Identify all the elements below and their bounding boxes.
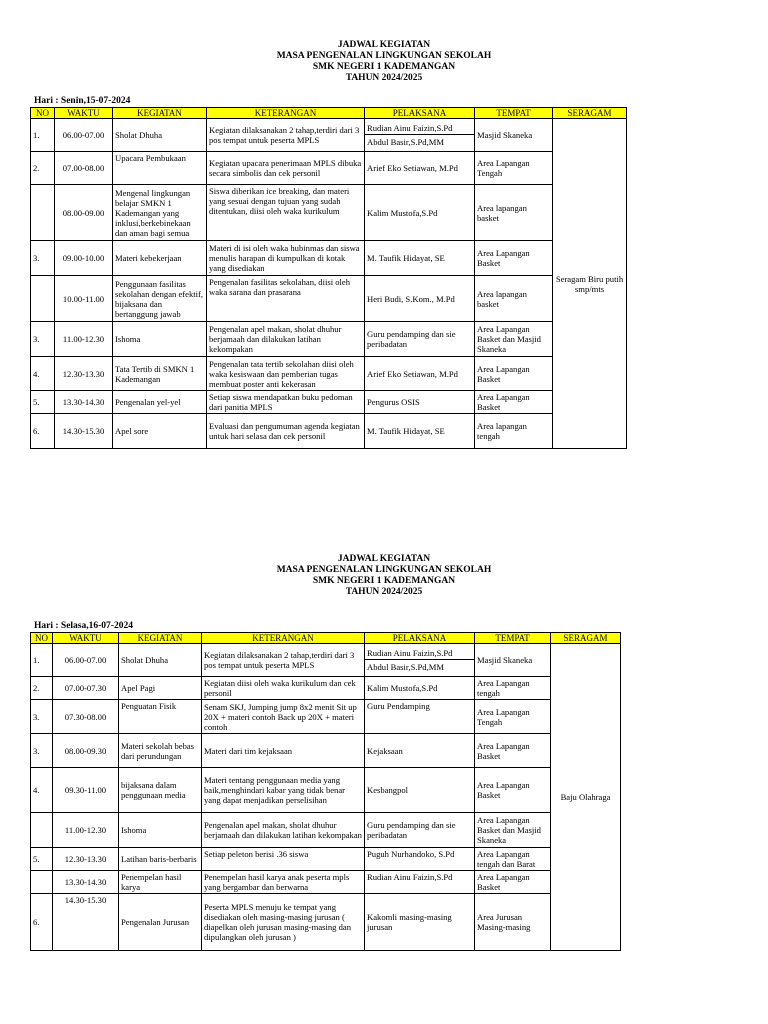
row-waktu: 11.00-12.30 xyxy=(55,322,113,357)
title-line-3: SMK NEGERI 1 KADEMANGAN xyxy=(312,62,456,72)
row-kegiatan: Apel sore xyxy=(113,414,207,449)
row-tempat: Area Lapangan Tengah xyxy=(475,152,553,185)
row-kegiatan: Pengenalan Jurusan xyxy=(119,894,202,951)
row-tempat: Area Lapangan Basket dan Masjid Skaneka xyxy=(475,813,551,848)
row-pelaksana: Guru Pendamping xyxy=(365,700,475,734)
col-header-no: NO xyxy=(31,633,53,644)
day-label-2: Hari : Selasa,16-07-2024 xyxy=(34,621,133,631)
row-keterangan: Pengenalan apel makan, sholat dhuhur berjamaah dan dilakukan latihan kekompakan xyxy=(202,813,365,848)
row-tempat: Area Lapangan Basket xyxy=(475,391,553,414)
row-waktu: 12.30-13.30 xyxy=(53,848,119,871)
row-kegiatan: Materi sekolah bebas dari perundungan xyxy=(119,734,202,768)
row-waktu: 08.00-09.30 xyxy=(53,734,119,768)
row-waktu: 11.00-12.30 xyxy=(53,813,119,848)
row-keterangan: Kegiatan diisi oleh waka kurikulum dan cek personil xyxy=(202,677,365,700)
row-keterangan: Pengenalan fasilitas sekolahan, diisi oleh waka sarana dan prasarana xyxy=(207,276,365,322)
row-pelaksana: Kalim Mustofa,S.Pd xyxy=(365,185,475,241)
pelaksana-entry: Abdul Basir,S.Pd,MM xyxy=(365,659,474,672)
row-waktu: 14.30-15.30 xyxy=(55,414,113,449)
row-no: 5. xyxy=(31,848,53,871)
col-header-keterangan: KETERANGAN xyxy=(202,633,365,644)
row-kegiatan: Materi kebekerjaan xyxy=(113,241,207,276)
row-tempat: Area Lapangan tengah xyxy=(475,677,551,700)
row-no xyxy=(31,276,55,322)
row-keterangan: Materi dari tim kejaksaan xyxy=(202,734,365,768)
row-pelaksana: Guru pendamping dan sie peribadatan xyxy=(365,322,475,357)
col-header-tempat: TEMPAT xyxy=(475,108,553,119)
row-pelaksana: Guru pendamping dan sie peribadatan xyxy=(365,813,475,848)
row-keterangan: Senam SKJ, Jumping jump 8x2 menit Sit up 20X + materi contoh Back up 20X + materi contoh xyxy=(202,700,365,734)
row-keterangan: Kegiatan dilaksanakan 2 tahap,terdiri dari 3 pos tempat untuk peserta MPLS xyxy=(202,644,365,677)
pelaksana-entry: Abdul Basir,S.Pd,MM xyxy=(365,134,474,147)
row-pelaksana: Kalim Mustofa,S.Pd xyxy=(365,677,475,700)
row-pelaksana xyxy=(365,119,475,152)
row-no: 3. xyxy=(31,322,55,357)
row-no: 2. xyxy=(31,677,53,700)
pelaksana-entry: Rudian Ainu Faizin,S.Pd xyxy=(367,648,453,658)
row-pelaksana: Puguh Nurhandoko, S.Pd xyxy=(365,848,475,871)
row-waktu: 09.30-11.00 xyxy=(53,768,119,813)
row-keterangan: Materi tentang penggunaan media yang baik,menghindari kabar yang tidak benar yang dapat menjadikan perselisihan xyxy=(202,768,365,813)
row-tempat: Area Lapangan Basket xyxy=(475,768,551,813)
row-tempat: Area Lapangan Tengah xyxy=(475,700,551,734)
col-header-keterangan: KETERANGAN xyxy=(207,108,365,119)
row-waktu: 07.30-08.00 xyxy=(53,700,119,734)
row-pelaksana: M. Taufik Hidayat, SE xyxy=(365,414,475,449)
row-keterangan: Materi di isi oleh waka hubinmas dan siswa menulis harapan di kumpulkan di kotak yang disediakan xyxy=(207,241,365,276)
title-line-4: TAHUN 2024/2025 xyxy=(345,587,423,597)
row-keterangan: Penempelan hasil karya anak peserta mpls yang bergambar dan berwarna xyxy=(202,871,365,894)
table-header-row xyxy=(31,633,621,644)
row-no: 6. xyxy=(31,894,53,951)
col-header-tempat: TEMPAT xyxy=(475,633,551,644)
row-keterangan: Peserta MPLS menuju ke tempat yang disediakan oleh masing-masing jurusan ( diapelkan oleh jurusan masing-masing dan dipulangkan oleh jurusan ) xyxy=(202,894,365,951)
row-no: 3. xyxy=(31,734,53,768)
table-row xyxy=(31,357,627,391)
title-line-2: MASA PENGENALAN LINGKUNGAN SEKOLAH xyxy=(276,565,492,575)
row-tempat: Area Lapangan Basket dan Masjid Skaneka xyxy=(475,322,553,357)
row-kegiatan: Sholat Dhuha xyxy=(113,119,207,152)
row-keterangan: Evaluasi dan pengumuman agenda kegiatan untuk hari selasa dan cek personil xyxy=(207,414,365,449)
row-no xyxy=(31,871,53,894)
row-pelaksana: M. Taufik Hidayat, SE xyxy=(365,241,475,276)
col-header-waktu: WAKTU xyxy=(55,108,113,119)
row-keterangan: Kegiatan upacara penerimaan MPLS dibuka secara simbolis dan cek personil xyxy=(207,152,365,185)
table-row xyxy=(31,241,627,276)
row-keterangan: Pengenalan tata tertib sekolahan diisi oleh waka kesiswaan dan pemberian tugas membuat poster anti kekerasan xyxy=(207,357,365,391)
row-tempat: Area Lapangan tengah dan Barat xyxy=(475,848,551,871)
row-keterangan: Setiap siswa mendapatkan buku pedoman dari panitia MPLS xyxy=(207,391,365,414)
row-kegiatan: Mengenal lingkungan belajar SMKN 1 Kademangan yang inklusi,berkebinekaan dan aman bagi semua xyxy=(113,185,207,241)
row-waktu: 06.00-07.00 xyxy=(53,644,119,677)
row-no: 3. xyxy=(31,700,53,734)
row-pelaksana: Arief Eko Setiawan, M.Pd xyxy=(365,152,475,185)
table-row xyxy=(31,768,621,813)
row-pelaksana: Arief Eko Setiawan, M.Pd xyxy=(365,357,475,391)
table-row xyxy=(31,871,621,894)
row-pelaksana: Kejaksaan xyxy=(365,734,475,768)
row-pelaksana: Rudian Ainu Faizin,S.Pd xyxy=(365,871,475,894)
table-row xyxy=(31,152,627,185)
row-pelaksana: Pengurus OSIS xyxy=(365,391,475,414)
row-kegiatan: Penguatan Fisik xyxy=(119,700,202,734)
row-waktu: 14.30-15.30 xyxy=(53,894,119,951)
row-kegiatan: Penggunaan fasilitas sekolahan dengan efektif, bijaksana dan bertanggung jawab xyxy=(113,276,207,322)
row-tempat: Area lapangan basket xyxy=(475,185,553,241)
row-keterangan: Kegiatan dilaksanakan 2 tahap,terdiri dari 3 pos tempat untuk peserta MPLS xyxy=(207,119,365,152)
row-pelaksana: Kakomli masing-masing jurusan xyxy=(365,894,475,951)
table-row xyxy=(31,119,627,152)
schedule-table-2 xyxy=(30,632,621,951)
row-tempat: Area lapangan tengah xyxy=(475,414,553,449)
row-kegiatan: Sholat Dhuha xyxy=(119,644,202,677)
row-no xyxy=(31,813,53,848)
row-no: 3. xyxy=(31,241,55,276)
day-label-1: Hari : Senin,15-07-2024 xyxy=(34,96,131,106)
row-kegiatan: Latihan baris-berbaris xyxy=(119,848,202,871)
col-header-seragam: SERAGAM xyxy=(551,633,621,644)
table-row xyxy=(31,700,621,734)
row-tempat: Area Lapangan Basket xyxy=(475,241,553,276)
row-pelaksana xyxy=(365,644,475,677)
row-no: 4. xyxy=(31,768,53,813)
table-row xyxy=(31,894,621,951)
table-row xyxy=(31,848,621,871)
row-no: 4. xyxy=(31,357,55,391)
title-line-3: SMK NEGERI 1 KADEMANGAN xyxy=(312,576,456,586)
row-seragam: Seragam Biru putih smp/mts xyxy=(553,119,627,449)
row-kegiatan: bijaksana dalam penggunaan media xyxy=(119,768,202,813)
col-header-seragam: SERAGAM xyxy=(553,108,627,119)
row-pelaksana: Kesbangpol xyxy=(365,768,475,813)
row-kegiatan: Penempelan hasil karya xyxy=(119,871,202,894)
col-header-pelaksana: PELAKSANA xyxy=(365,108,475,119)
row-no: 1. xyxy=(31,644,53,677)
row-kegiatan: Upacara Pembukaan xyxy=(113,152,207,185)
title-line-4: TAHUN 2024/2025 xyxy=(345,73,423,83)
row-waktu: 10.00-11.00 xyxy=(55,276,113,322)
col-header-waktu: WAKTU xyxy=(53,633,119,644)
row-waktu: 13.30-14.30 xyxy=(55,391,113,414)
col-header-kegiatan: KEGIATAN xyxy=(113,108,207,119)
table-row xyxy=(31,322,627,357)
row-tempat: Area Lapangan Basket xyxy=(475,357,553,391)
row-waktu: 07.00-07.30 xyxy=(53,677,119,700)
schedule-table-1 xyxy=(30,107,627,449)
title-line-1: JADWAL KEGIATAN xyxy=(337,40,431,50)
row-seragam: Baju Olahraga xyxy=(551,644,621,951)
row-no: 5. xyxy=(31,391,55,414)
row-waktu: 08.00-09.00 xyxy=(55,185,113,241)
table-row xyxy=(31,276,627,322)
table-row xyxy=(31,391,627,414)
col-header-kegiatan: KEGIATAN xyxy=(119,633,202,644)
row-tempat: Masjid Skaneka xyxy=(475,644,551,677)
table-header-row xyxy=(31,108,627,119)
row-tempat: Area Jurusan Masing-masing xyxy=(475,894,551,951)
title-line-1: JADWAL KEGIATAN xyxy=(337,554,431,564)
row-kegiatan: Ishoma xyxy=(119,813,202,848)
row-keterangan: Pengenalan apel makan, sholat dhuhur berjamaah dan dilakukan latihan kekompakan xyxy=(207,322,365,357)
col-header-pelaksana: PELAKSANA xyxy=(365,633,475,644)
row-kegiatan: Tata Tertib di SMKN 1 Kademangan xyxy=(113,357,207,391)
row-pelaksana: Heri Budi, S.Kom., M.Pd xyxy=(365,276,475,322)
row-keterangan: Siswa diberikan ice breaking, dan materi yang sesuai dengan tujuan yang sudah ditentukan, diisi oleh waka kurikulum xyxy=(207,185,365,241)
table-row xyxy=(31,734,621,768)
row-tempat: Area Lapangan Basket xyxy=(475,871,551,894)
col-header-no: NO xyxy=(31,108,55,119)
row-no: 6. xyxy=(31,414,55,449)
table-row xyxy=(31,813,621,848)
table-row xyxy=(31,644,621,677)
table-row xyxy=(31,414,627,449)
row-tempat: Area lapangan basket xyxy=(475,276,553,322)
row-waktu: 06.00-07.00 xyxy=(55,119,113,152)
row-kegiatan: Ishoma xyxy=(113,322,207,357)
row-no: 1. xyxy=(31,119,55,152)
row-waktu: 13.30-14.30 xyxy=(53,871,119,894)
pelaksana-entry: Rudian Ainu Faizin,S.Pd xyxy=(367,123,453,133)
table-row xyxy=(31,677,621,700)
row-kegiatan: Apel Pagi xyxy=(119,677,202,700)
title-line-2: MASA PENGENALAN LINGKUNGAN SEKOLAH xyxy=(276,51,492,61)
table-row xyxy=(31,185,627,241)
row-waktu: 07.00-08.00 xyxy=(55,152,113,185)
row-waktu: 12.30-13.30 xyxy=(55,357,113,391)
row-no xyxy=(31,185,55,241)
row-keterangan: Setiap peleton berisi .36 siswa xyxy=(202,848,365,871)
row-kegiatan: Pengenalan yel-yel xyxy=(113,391,207,414)
row-no: 2. xyxy=(31,152,55,185)
row-tempat: Masjid Skaneka xyxy=(475,119,553,152)
row-tempat: Area Lapangan Basket xyxy=(475,734,551,768)
row-waktu: 09.00-10.00 xyxy=(55,241,113,276)
